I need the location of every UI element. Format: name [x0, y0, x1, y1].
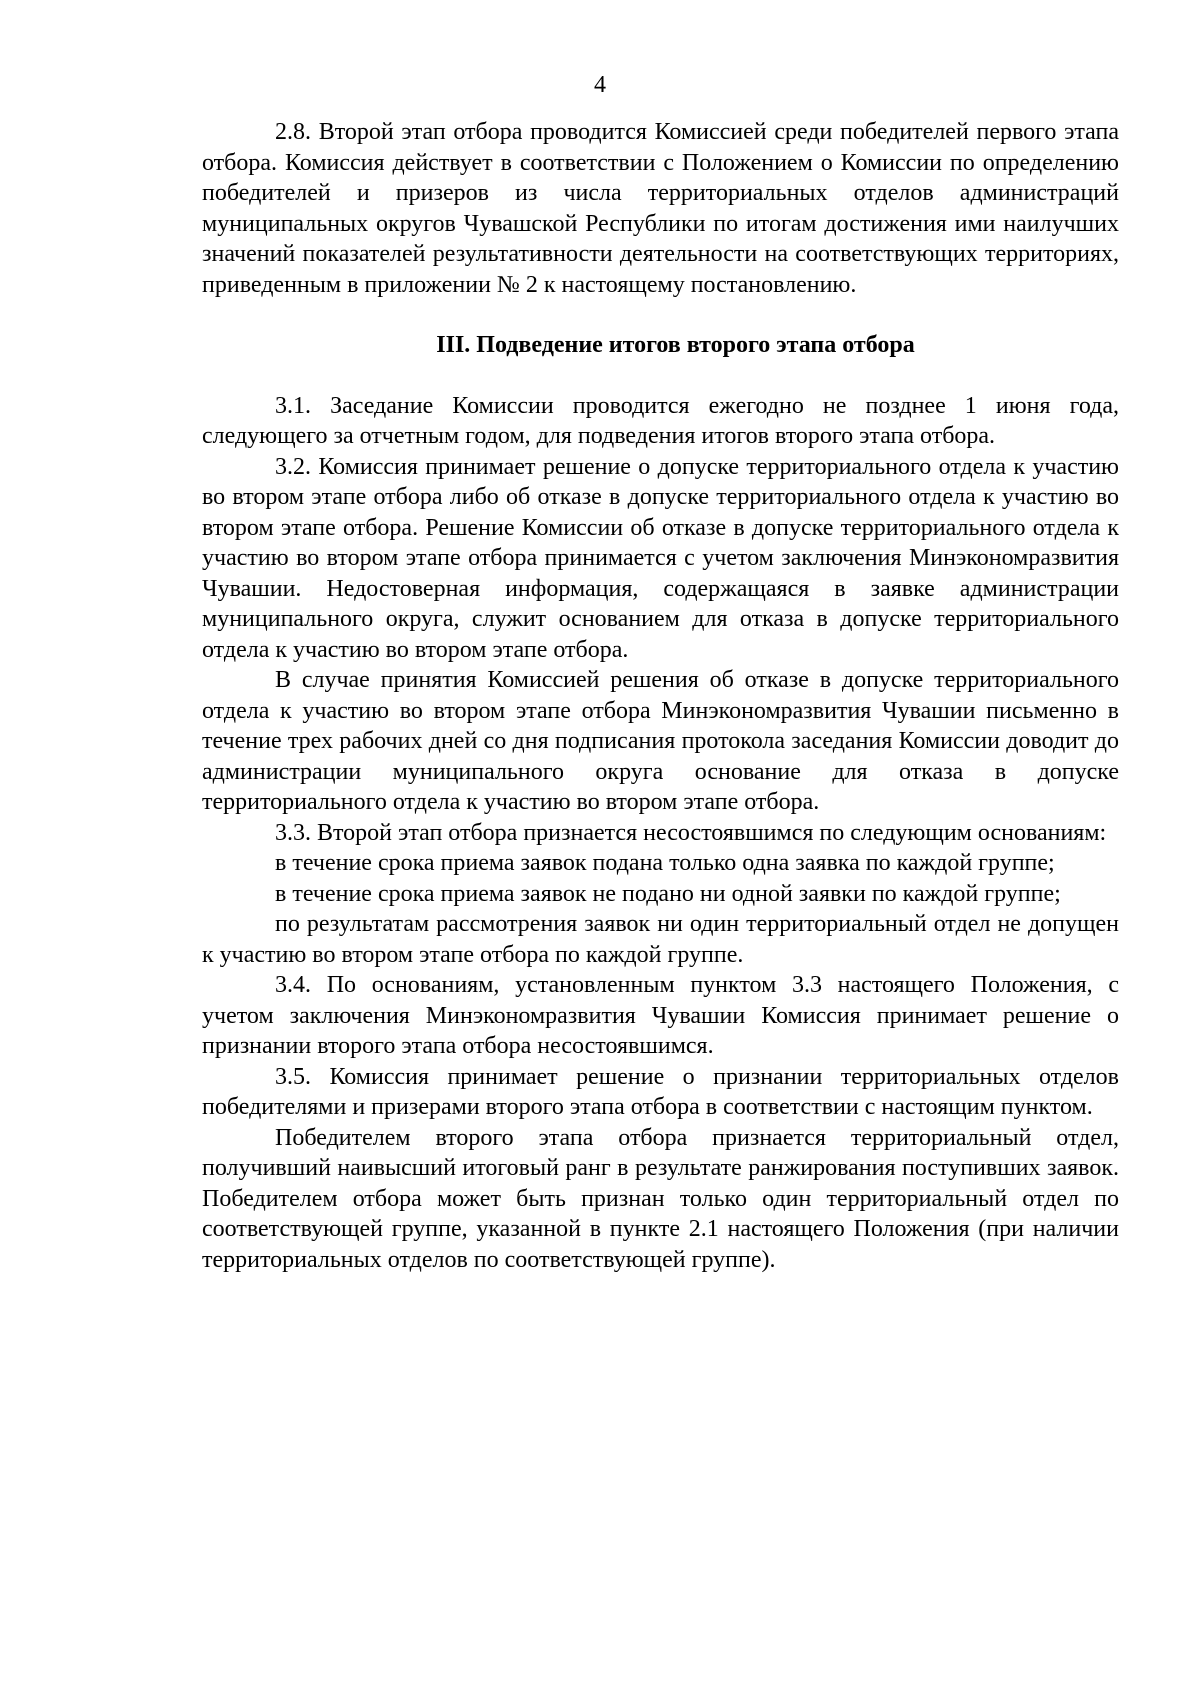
paragraph-winner-definition: Победителем второго этапа отбора признается территориальный отдел, получивший наивысший итоговый ранг в результате ранжирования поступивших заявок. Победителем отбора может быть признан только один территориальный отдел по соответствующей группе, указанной в пункте 2.1 настоящего Положения (при наличии территориальных отделов по соответствующей группе). [202, 1124, 1119, 1273]
list-item-no-applications: в течение срока приема заявок не подано ни одной заявки по каждой группе; [275, 880, 1061, 907]
list-item-none-admitted: по результатам рассмотрения заявок ни один территориальный отдел не допущен к участию во втором этапе отбора по каждой группе. [202, 911, 1119, 968]
list-item-one-application: в течение срока приема заявок подана только одна заявка по каждой группе; [275, 850, 1055, 876]
section-heading-iii: III. Подведение итогов второго этапа отбора [436, 332, 915, 358]
paragraph-refusal-notice: В случае принятия Комиссией решения об отказе в допуске территориального отдела к участию во втором этапе отбора Минэкономразвития Чувашии письменно в течение трех рабочих дней со дня подписания протокола заседания Комиссии доводит до администрации муниципального округа основание для отказа в допуске территориального отдела к участию во втором этапе отбора. [202, 667, 1119, 815]
paragraph-3-5: 3.5. Комиссия принимает решение о признании территориальных отделов победителями и призерами второго этапа отбора в соответствии с настоящим пунктом. [202, 1063, 1119, 1120]
page-number: 4 [594, 72, 606, 98]
paragraph-2-8: 2.8. Второй этап отбора проводится Комиссией среди победителей первого этапа отбора. Комиссия действует в соответствии с Положением о Комиссии по определению победителей и призеров из числа территориальных отделов администраций муниципальных округов Чувашской Республики по итогам достижения ими наилучших значений показателей результативности деятельности на соответствующих территориях, приведенным в приложении № 2 к настоящему постановлению. [202, 119, 1119, 298]
paragraph-3-2: 3.2. Комиссия принимает решение о допуске территориального отдела к участию во втором этапе отбора либо об отказе в допуске территориального отдела к участию во втором этапе отбора. Решение Комиссии об отказе в допуске территориального отдела к участию во втором этапе отбора принимается с учетом заключения Минэкономразвития Чувашии. Недостоверная информация, содержащаяся в заявке администрации муниципального округа, служит основанием для отказа в допуске территориального отдела к участию во втором этапе отбора. [202, 453, 1119, 663]
paragraph-3-1: 3.1. Заседание Комиссии проводится ежегодно не позднее 1 июня года, следующего за отчетным годом, для подведения итогов второго этапа отбора. [202, 392, 1119, 449]
paragraph-3-4: 3.4. По основаниям, установленным пунктом 3.3 настоящего Положения, с учетом заключения Минэкономразвития Чувашии Комиссия принимает решение о признании второго этапа отбора несостоявшимся. [202, 972, 1119, 1059]
paragraph-3-3: 3.3. Второй этап отбора признается несостоявшимся по следующим основаниям: [275, 819, 1107, 846]
document-body [202, 117, 1119, 1275]
